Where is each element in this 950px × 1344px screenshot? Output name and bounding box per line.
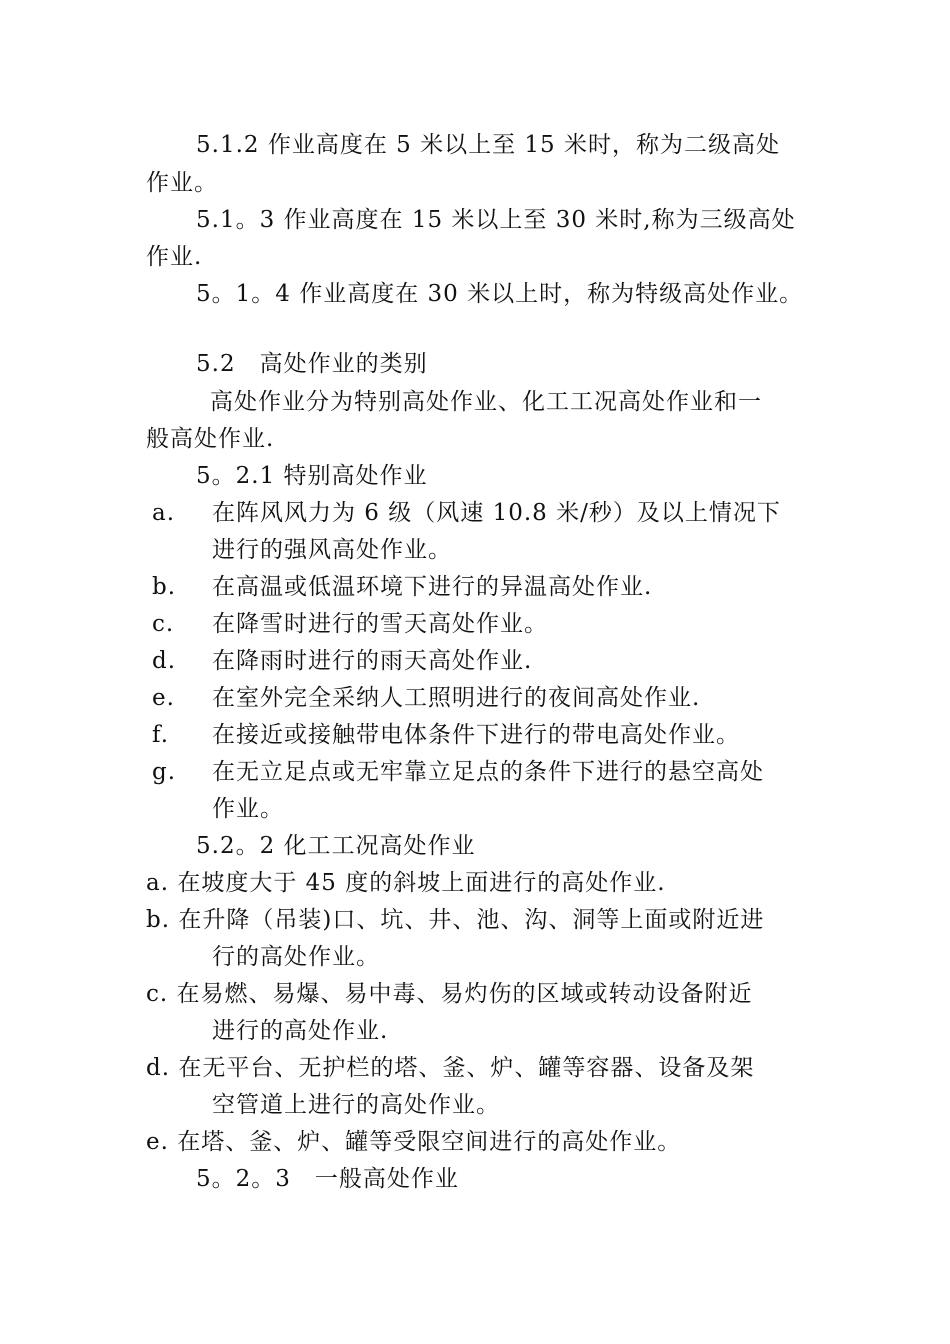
list-text: 在无立足点或无牢靠立足点的条件下进行的悬空高处 [212,759,764,785]
section-5-1-4-line-1: 5。1。4 作业高度在 30 米以上时，称为特级高处作业。 [196,281,804,307]
list-item: e. 在塔、釜、炉、罐等受限空间进行的高处作业。 [146,1129,682,1155]
list-marker: d. [152,648,177,674]
section-5-1-3-line-2: 作业. [146,244,203,270]
list-item-continuation: 空管道上进行的高处作业。 [212,1092,500,1118]
list-text: 在降雨时进行的雨天高处作业. [212,648,533,674]
list-item [152,498,781,528]
list-marker: f. [152,722,170,748]
list-item [152,609,548,639]
list-item: d. 在无平台、无护栏的塔、釜、炉、罐等容器、设备及架 [146,1055,755,1081]
list-item: a. 在坡度大于 45 度的斜坡上面进行的高处作业. [146,870,666,896]
list-item: b. 在升降（吊装)口、坑、井、池、沟、洞等上面或附近进 [146,907,765,933]
section-5-2-intro-line-2: 般高处作业. [146,426,275,452]
list-marker: c. [152,611,175,637]
list-item-continuation: 作业。 [212,796,284,822]
list-text: 在高温或低温环境下进行的异温高处作业. [212,574,653,600]
list-item-continuation: 进行的高处作业. [212,1018,389,1044]
list-text: 在接近或接触带电体条件下进行的带电高处作业。 [212,722,740,748]
list-marker: b. [152,574,177,600]
list-marker: a. [152,500,176,526]
list-item: c. 在易燃、易爆、易中毒、易灼伤的区域或转动设备附近 [146,981,753,1007]
section-5-1-2-line-1: 5.1.2 作业高度在 5 米以上至 15 米时，称为二级高处 [196,132,780,158]
list-item-continuation: 行的高处作业。 [212,944,380,970]
section-5-2-1-heading: 5。2.1 特别高处作业 [196,463,428,489]
section-5-1-2-line-2: 作业。 [146,170,218,196]
list-marker: e. [152,685,175,711]
section-5-1-3-line-1: 5.1。3 作业高度在 15 米以上至 30 米时,称为三级高处 [196,207,796,233]
list-item [152,646,532,676]
list-marker: g. [152,759,177,785]
list-item-continuation: 进行的强风高处作业。 [212,537,452,563]
list-text: 在降雪时进行的雪天高处作业。 [212,611,548,637]
list-text: 在阵风风力为 6 级（风速 10.8 米/秒）及以上情况下 [212,500,781,526]
section-5-2-2-heading: 5.2。2 化工工况高处作业 [196,833,476,859]
section-5-2-heading: 5.2 高处作业的类别 [196,351,428,377]
list-text: 在室外完全采纳人工照明进行的夜间高处作业. [212,685,701,711]
section-5-2-intro-line-1: 高处作业分为特别高处作业、化工工况高处作业和一 [210,389,762,415]
list-item [152,572,652,602]
list-item [152,683,700,713]
section-5-2-3-heading: 5。2。3 一般高处作业 [196,1166,459,1192]
list-item [152,720,740,750]
list-item [152,757,764,787]
